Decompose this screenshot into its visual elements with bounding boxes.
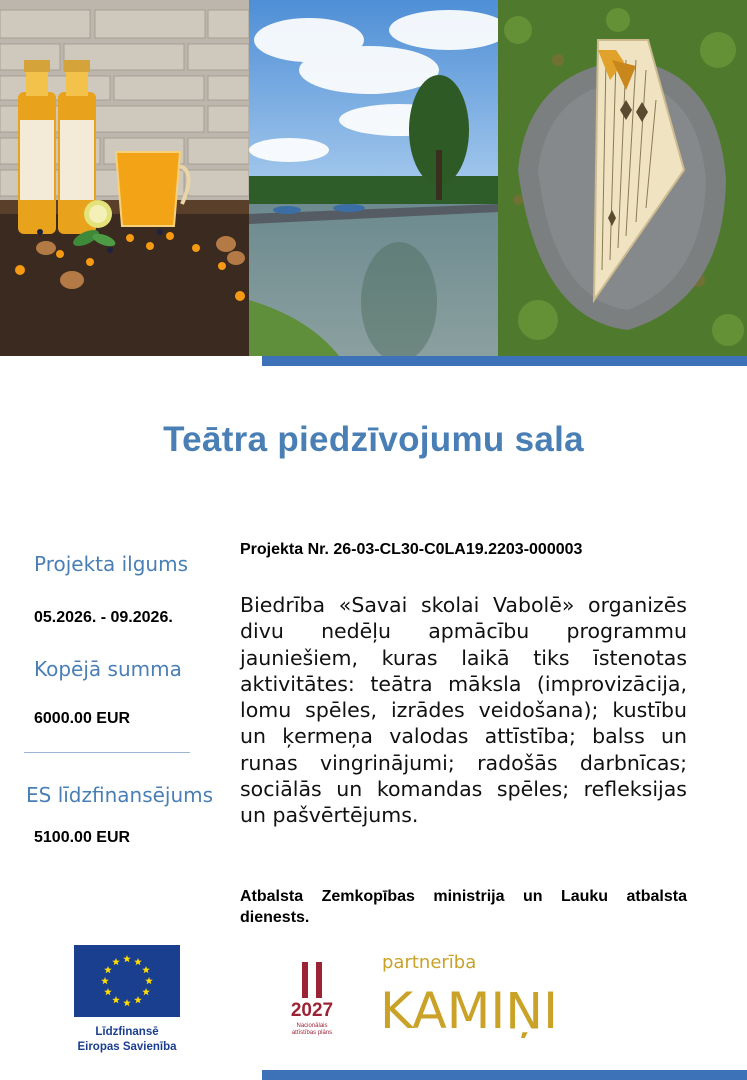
eu-text-line2: Eiropas Savienība: [77, 1041, 177, 1053]
nap-caption-line2: attīstības plāns: [291, 1030, 333, 1036]
nap-2027-logo: [278, 960, 348, 1040]
photo-strip: [0, 0, 747, 356]
nap-year: 2027: [290, 1000, 334, 1021]
duration-label: Projekta ilgums: [34, 552, 189, 576]
partner-name: KAMIŅI: [380, 982, 558, 1038]
bottom-accent-bar: [262, 1070, 747, 1080]
eu-cofinancing-value: 5100.00 EUR: [34, 829, 131, 846]
support-note: Atbalsta Zemkopības ministrija un Lauku atbalsta dienests.: [240, 888, 687, 926]
kokle-on-stone-photo: [498, 0, 747, 356]
lake-photo: [249, 0, 498, 356]
project-number: Projekta Nr. 26-03-CL30-C0LA19.2203-000003: [240, 541, 583, 558]
kamini-partnership-logo: [380, 948, 565, 1038]
top-accent-bar: [262, 356, 747, 366]
eu-text-line1: Līdzfinansē: [95, 1026, 159, 1038]
duration-value: 05.2026. - 09.2026.: [34, 609, 173, 626]
project-description: Biedrība «Savai skolai Vabolē» organizēs divu nedēļu apmācību programmu jauniešiem, kuras laikā tiks īstenotas aktivitātes: teātra māksla (improvizācija, lomu spēles, izrādes veidošana); kustību un ķermeņa valodas attīstība; balss un runas vingrinājumi; radošās darbnīcas; sociālās un komandas spēles; refleksijas un pašvērtējums.: [240, 593, 687, 828]
total-value: 6000.00 EUR: [34, 710, 131, 727]
partner-label: partnerība: [382, 952, 477, 973]
nap-caption-line1: Nacionālais: [296, 1023, 328, 1029]
eu-flag-logo: [74, 945, 180, 1017]
eu-cofinancing-label: ES līdzfinansējums: [26, 783, 214, 807]
juice-bottles-photo: [0, 0, 249, 356]
sidebar-divider: [24, 752, 190, 753]
total-label: Kopējā summa: [34, 657, 182, 681]
page-title: Teātra piedzīvojumu sala: [163, 420, 584, 459]
eu-cofinanced-text: [60, 1025, 194, 1055]
